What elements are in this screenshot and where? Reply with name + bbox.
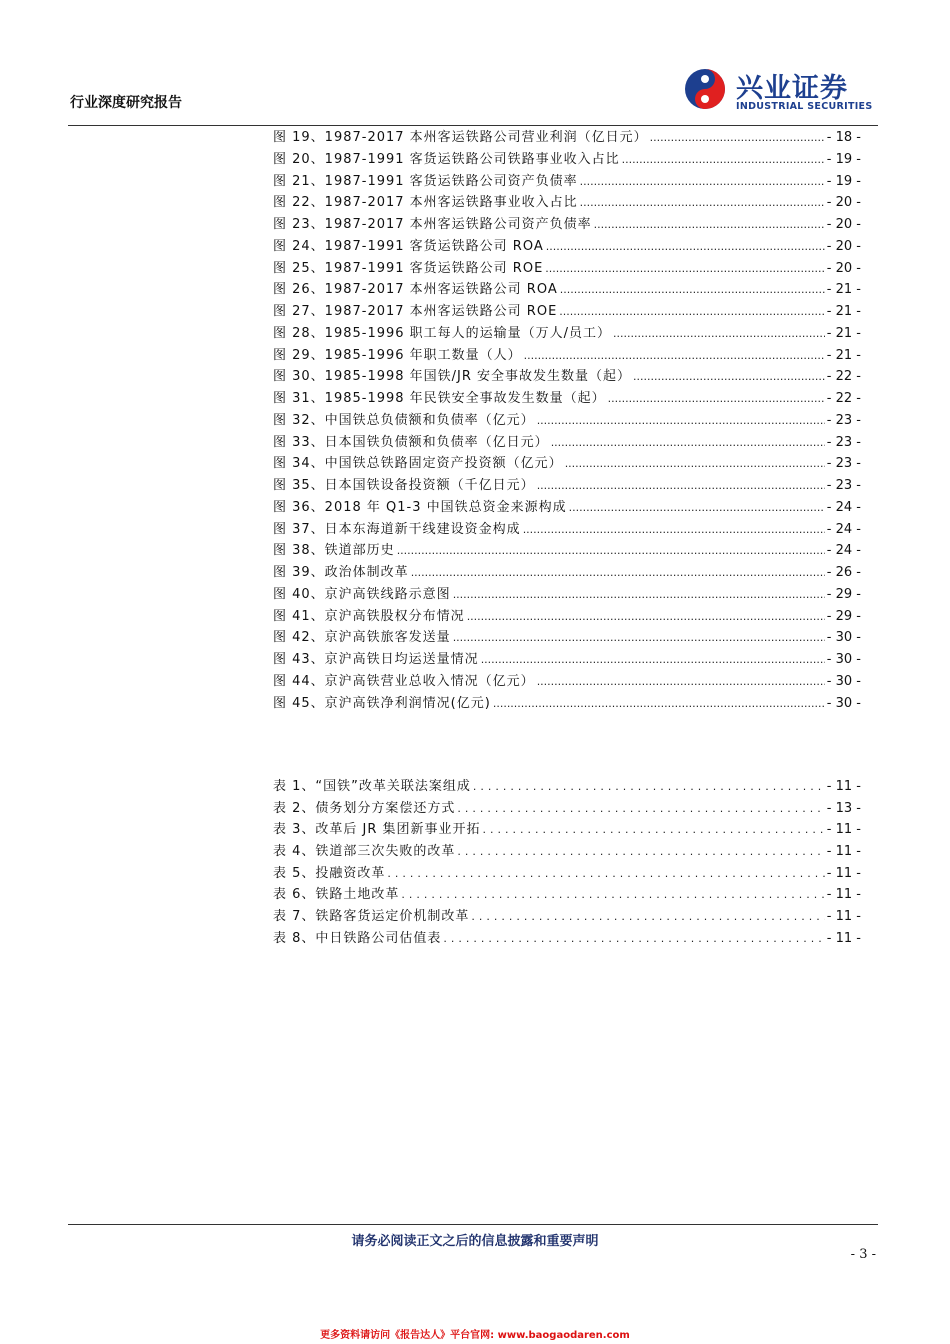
dot-leader — [613, 323, 825, 345]
figure-entry-page: - 18 - — [826, 130, 861, 145]
figure-entry[interactable] — [273, 279, 861, 301]
figure-entry[interactable] — [273, 540, 861, 562]
dot-leader — [443, 928, 824, 950]
dot-leader — [397, 540, 825, 562]
figure-entry[interactable] — [273, 475, 861, 497]
dot-leader — [545, 258, 825, 280]
table-entry-page: - 11 - — [826, 887, 861, 903]
table-entry-label: 表 2、债务划分方案偿还方式 — [273, 800, 456, 816]
figure-entry-page: - 29 - — [826, 586, 861, 602]
figure-entry-page: - 24 - — [826, 499, 861, 515]
figure-entry-page: - 30 - — [826, 695, 861, 711]
dot-leader — [537, 410, 825, 432]
figure-entry[interactable] — [273, 432, 861, 454]
dot-leader — [387, 863, 824, 885]
dot-leader — [493, 693, 825, 715]
table-entry-label: 表 3、改革后 JR 集团新事业开拓 — [273, 822, 481, 838]
company-logo-icon — [684, 68, 726, 110]
figure-entry-label: 图 29、1985-1996 年职工数量（人） — [273, 347, 522, 363]
figure-entry-label: 图 44、京沪高铁营业总收入情况（亿元） — [273, 673, 535, 689]
dot-leader — [481, 649, 825, 671]
figure-entry-label: 图 30、1985-1998 年国铁/JR 安全事故发生数量（起） — [273, 369, 632, 385]
dot-leader — [411, 562, 825, 584]
figure-entry-page: - 22 - — [826, 391, 861, 406]
page-number: - 3 - — [850, 1247, 876, 1262]
figure-entry-label: 图 33、日本国铁负债额和负债率（亿日元） — [273, 434, 549, 450]
figure-entry[interactable] — [273, 410, 861, 432]
figure-entry-page: - 21 - — [826, 282, 861, 298]
figure-entry[interactable] — [273, 345, 861, 367]
dot-leader — [524, 345, 825, 367]
dot-leader — [453, 584, 825, 606]
logo-chinese-name: 兴业证券 — [736, 73, 848, 104]
figure-index-list — [273, 127, 861, 714]
figure-entry-page: - 19 - — [826, 151, 861, 167]
figure-entry-label: 图 41、京沪高铁股权分布情况 — [273, 608, 465, 624]
dot-leader — [471, 906, 824, 928]
figure-entry[interactable] — [273, 301, 861, 323]
figure-entry[interactable] — [273, 171, 861, 193]
table-entry-page: - 11 - — [826, 779, 861, 794]
figure-entry-page: - 24 - — [826, 543, 861, 559]
dot-leader — [594, 214, 825, 236]
figure-entry-page: - 23 - — [826, 456, 861, 472]
table-entry-page: - 11 - — [826, 865, 861, 881]
figure-entry[interactable] — [273, 693, 861, 715]
figure-entry-label: 图 39、政治体制改革 — [273, 565, 409, 580]
figure-entry[interactable] — [273, 258, 861, 280]
figure-entry-label: 图 42、京沪高铁旅客发送量 — [273, 630, 451, 646]
figure-entry[interactable] — [273, 236, 861, 258]
table-entry-label: 表 6、铁路土地改革 — [273, 887, 400, 903]
table-entry-page: - 11 - — [826, 822, 861, 838]
figure-entry-label: 图 31、1985-1998 年民铁安全事故发生数量（起） — [273, 391, 606, 406]
figure-entry[interactable] — [273, 584, 861, 606]
figure-entry-page: - 30 - — [826, 652, 861, 667]
figure-entry[interactable] — [273, 627, 861, 649]
dot-leader — [473, 776, 825, 798]
company-logo — [684, 66, 884, 116]
dot-leader — [580, 171, 825, 193]
figure-entry-label: 图 32、中国铁总负债额和负债率（亿元） — [273, 412, 535, 428]
figure-entry[interactable] — [273, 671, 861, 693]
figure-entry-page: - 29 - — [826, 608, 861, 624]
figure-entry[interactable] — [273, 453, 861, 475]
table-entry[interactable] — [273, 906, 861, 928]
figure-entry-page: - 21 - — [826, 304, 861, 319]
dot-leader — [546, 236, 825, 258]
figure-entry-page: - 23 - — [826, 412, 861, 428]
figure-entry-page: - 20 - — [826, 195, 861, 211]
figure-entry-page: - 20 - — [826, 238, 861, 254]
figure-entry-label: 图 23、1987-2017 本州客运铁路公司资产负债率 — [273, 217, 592, 232]
figure-entry-label: 图 40、京沪高铁线路示意图 — [273, 586, 451, 602]
figure-entry[interactable] — [273, 606, 861, 628]
dot-leader — [401, 884, 824, 906]
figure-entry-page: - 20 - — [826, 260, 861, 276]
table-entry-page: - 13 - — [826, 800, 861, 816]
figure-entry-page: - 20 - — [826, 217, 861, 232]
figure-entry-page: - 22 - — [826, 369, 861, 385]
table-entry[interactable] — [273, 819, 861, 841]
figure-entry-page: - 21 - — [826, 347, 861, 363]
figure-entry-label: 图 45、京沪高铁净利润情况(亿元) — [273, 695, 491, 711]
dot-leader — [523, 519, 825, 541]
figure-entry-label: 图 25、1987-1991 客货运铁路公司 ROE — [273, 260, 544, 276]
dot-leader — [565, 453, 825, 475]
table-entry[interactable] — [273, 928, 861, 950]
dot-leader — [622, 149, 825, 171]
figure-entry[interactable] — [273, 366, 861, 388]
figure-entry[interactable] — [273, 388, 861, 410]
figure-entry-label: 图 26、1987-2017 本州客运铁路公司 ROA — [273, 282, 558, 298]
table-entry[interactable] — [273, 884, 861, 906]
figure-entry-label: 图 19、1987-2017 本州客运铁路公司营业利润（亿日元） — [273, 130, 648, 145]
dot-leader — [457, 841, 824, 863]
table-entry-label: 表 1、“国铁”改革关联法案组成 — [273, 779, 471, 794]
dot-leader — [559, 301, 825, 323]
table-entry-page: - 11 - — [826, 844, 861, 860]
footer-divider — [68, 1224, 878, 1225]
dot-leader — [650, 127, 825, 149]
disclosure-notice: 请务必阅读正文之后的信息披露和重要声明 — [351, 1234, 599, 1249]
figure-entry[interactable] — [273, 497, 861, 519]
figure-entry[interactable] — [273, 519, 861, 541]
figure-entry-page: - 30 - — [826, 673, 861, 689]
figure-entry[interactable] — [273, 323, 861, 345]
table-entry[interactable] — [273, 863, 861, 885]
dot-leader — [633, 366, 825, 388]
figure-entry-page: - 26 - — [826, 565, 861, 580]
header-divider — [68, 125, 878, 126]
source-watermark-note: 更多资料请访问《报告达人》平台官网: www.baogaodaren.com — [320, 1330, 630, 1341]
figure-entry[interactable] — [273, 149, 861, 171]
figure-entry-label: 图 20、1987-1991 客货运铁路公司铁路事业收入占比 — [273, 151, 620, 167]
figure-entry[interactable] — [273, 192, 861, 214]
dot-leader — [457, 798, 824, 820]
figure-entry-label: 图 27、1987-2017 本州客运铁路公司 ROE — [273, 304, 558, 319]
figure-entry-page: - 21 - — [826, 325, 861, 341]
dot-leader — [537, 475, 825, 497]
table-entry[interactable] — [273, 776, 861, 798]
dot-leader — [580, 192, 825, 214]
figure-entry-label: 图 34、中国铁总铁路固定资产投资额（亿元） — [273, 456, 563, 472]
figure-entry-label: 图 37、日本东海道新干线建设资金构成 — [273, 521, 521, 537]
table-entry[interactable] — [273, 841, 861, 863]
figure-entry-label: 图 22、1987-2017 本州客运铁路事业收入占比 — [273, 195, 578, 211]
figure-entry-page: - 30 - — [826, 630, 861, 646]
dot-leader — [537, 671, 825, 693]
table-entry-label: 表 8、中日铁路公司估值表 — [273, 930, 442, 946]
figure-entry-label: 图 24、1987-1991 客货运铁路公司 ROA — [273, 238, 544, 254]
logo-english-name: INDUSTRIAL SECURITIES — [736, 101, 873, 112]
figure-entry[interactable] — [273, 127, 861, 149]
figure-entry-label: 图 21、1987-1991 客货运铁路公司资产负债率 — [273, 173, 578, 189]
figure-entry[interactable] — [273, 649, 861, 671]
dot-leader — [608, 388, 825, 410]
table-entry-page: - 11 - — [826, 930, 861, 946]
figure-entry-label: 图 36、2018 年 Q1-3 中国铁总资金来源构成 — [273, 499, 567, 515]
figure-entry-label: 图 28、1985-1996 职工每人的运输量（万人/员工） — [273, 325, 612, 341]
figure-entry-page: - 24 - — [826, 521, 861, 537]
figure-entry-page: - 19 - — [826, 173, 861, 189]
table-entry[interactable] — [273, 798, 861, 820]
figure-entry-label: 图 35、日本国铁设备投资额（千亿日元） — [273, 478, 535, 493]
figure-entry[interactable] — [273, 214, 861, 236]
figure-entry-page: - 23 - — [826, 434, 861, 450]
dot-leader — [560, 279, 825, 301]
dot-leader — [453, 627, 825, 649]
dot-leader — [569, 497, 825, 519]
table-entry-label: 表 4、铁道部三次失败的改革 — [273, 844, 456, 860]
table-entry-label: 表 5、投融资改革 — [273, 865, 386, 881]
table-entry-page: - 11 - — [826, 909, 861, 925]
dot-leader — [467, 606, 825, 628]
table-entry-label: 表 7、铁路客货运定价机制改革 — [273, 909, 470, 925]
report-type-title: 行业深度研究报告 — [70, 95, 182, 111]
figure-entry-label: 图 43、京沪高铁日均运送量情况 — [273, 652, 479, 667]
table-index-list — [273, 776, 861, 950]
dot-leader — [551, 432, 825, 454]
dot-leader — [483, 819, 825, 841]
figure-entry[interactable] — [273, 562, 861, 584]
figure-entry-label: 图 38、铁道部历史 — [273, 543, 395, 559]
figure-entry-page: - 23 - — [826, 478, 861, 493]
